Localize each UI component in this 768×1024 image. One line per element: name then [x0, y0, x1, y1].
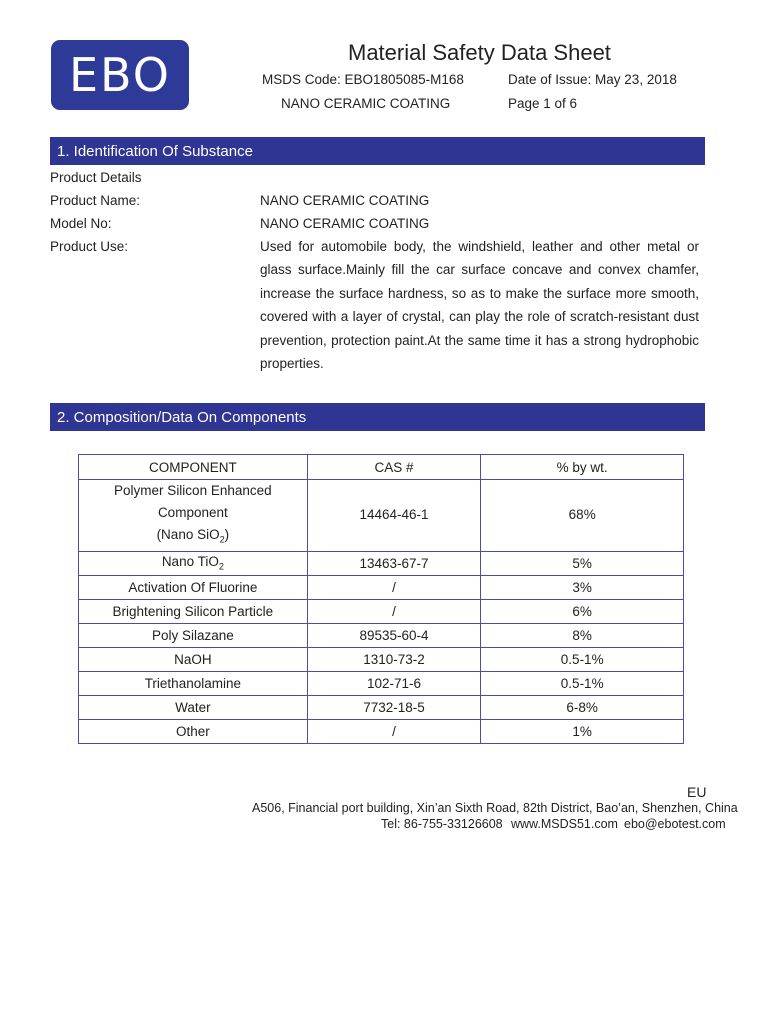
weight-cell: 5%: [481, 551, 684, 575]
table-row: [79, 647, 684, 671]
product-name-label: Product Name:: [50, 193, 141, 208]
table-row: [79, 599, 684, 623]
date-of-issue: Date of Issue: May 23, 2018: [508, 72, 677, 87]
cas-cell: 14464-46-1: [307, 480, 481, 552]
product-details-label: Product Details: [50, 170, 142, 185]
section1-heading: 1. Identification Of Substance: [50, 137, 705, 165]
component-cell: Poly Silazane: [79, 623, 308, 647]
component-cell: Brightening Silicon Particle: [79, 599, 308, 623]
weight-cell: 1%: [481, 719, 684, 743]
logo-text: EBO: [68, 48, 172, 102]
column-header: CAS #: [307, 455, 481, 480]
document-title: Material Safety Data Sheet: [348, 40, 611, 65]
cas-cell: 1310-73-2: [307, 647, 481, 671]
cas-cell: 89535-60-4: [307, 623, 481, 647]
ebo-logo: [51, 40, 189, 110]
footer-email[interactable]: ebo@ebotest.com: [624, 817, 726, 831]
product-use-value: Used for automobile body, the windshield, leather and other metal or glass surface.Mainly fill the car surface concave and convex chamfer, increase the surface hardness, so as to make the surface more smooth, covered with a layer of crystal, can play the role of scratch-resistant dust prevention, protection paint.At the same time it has a strong hydrophobic properties.: [260, 239, 699, 372]
table-row: [79, 575, 684, 599]
table-row: [79, 671, 684, 695]
component-cell: Other: [79, 719, 308, 743]
component-name: Nano TiO: [161, 554, 219, 570]
page-number: Page 1 of 6: [508, 96, 578, 111]
cas-cell: 102-71-6: [307, 671, 481, 695]
footer-tel: Tel: 86-755-33126608: [381, 817, 503, 831]
weight-cell: 3%: [481, 575, 684, 599]
component-name-line2: (Nano SiO: [156, 527, 220, 542]
subscript: 2: [218, 562, 224, 573]
table-row: [79, 551, 684, 575]
cas-cell: /: [307, 719, 481, 743]
weight-cell: 6%: [481, 599, 684, 623]
weight-cell: 0.5-1%: [481, 647, 684, 671]
weight-cell: 0.5-1%: [481, 671, 684, 695]
weight-cell: 68%: [481, 480, 684, 552]
cas-cell: 13463-67-7: [307, 551, 481, 575]
footer-address: A506, Financial port building, Xin’an Sixth Road, 82th District, Bao’an, Shenzhen, China: [252, 801, 738, 815]
cas-cell: /: [307, 575, 481, 599]
column-header: COMPONENT: [79, 455, 308, 480]
subscript: 2: [219, 534, 225, 545]
footer-website[interactable]: www.MSDS51.com: [511, 817, 618, 831]
component-cell: Water: [79, 695, 308, 719]
component-cell: [79, 551, 308, 575]
table-row: [79, 623, 684, 647]
composition-table: [78, 454, 684, 744]
product-name-value: NANO CERAMIC COATING: [260, 193, 430, 208]
component-cell: Activation Of Fluorine: [79, 575, 308, 599]
footer-region: EU: [687, 784, 707, 800]
table-row: [79, 719, 684, 743]
weight-cell: 8%: [481, 623, 684, 647]
msds-code: MSDS Code: EBO1805085-M168: [262, 72, 464, 87]
component-cell: [79, 480, 308, 552]
component-cell: NaOH: [79, 647, 308, 671]
section2-heading: 2. Composition/Data On Components: [50, 403, 705, 431]
model-no-value: NANO CERAMIC COATING: [260, 216, 430, 231]
component-suffix: ): [224, 527, 230, 542]
table-row: [79, 695, 684, 719]
table-row: [79, 480, 684, 552]
column-header: % by wt.: [481, 455, 684, 480]
weight-cell: 6-8%: [481, 695, 684, 719]
cas-cell: 7732-18-5: [307, 695, 481, 719]
product-use-label: Product Use:: [50, 239, 129, 254]
model-no-label: Model No:: [50, 216, 112, 231]
cas-cell: /: [307, 599, 481, 623]
component-name: Polymer Silicon Enhanced Component: [114, 483, 272, 520]
table-header-row: [79, 455, 684, 480]
header-product-name: NANO CERAMIC COATING: [281, 96, 451, 111]
component-cell: Triethanolamine: [79, 671, 308, 695]
